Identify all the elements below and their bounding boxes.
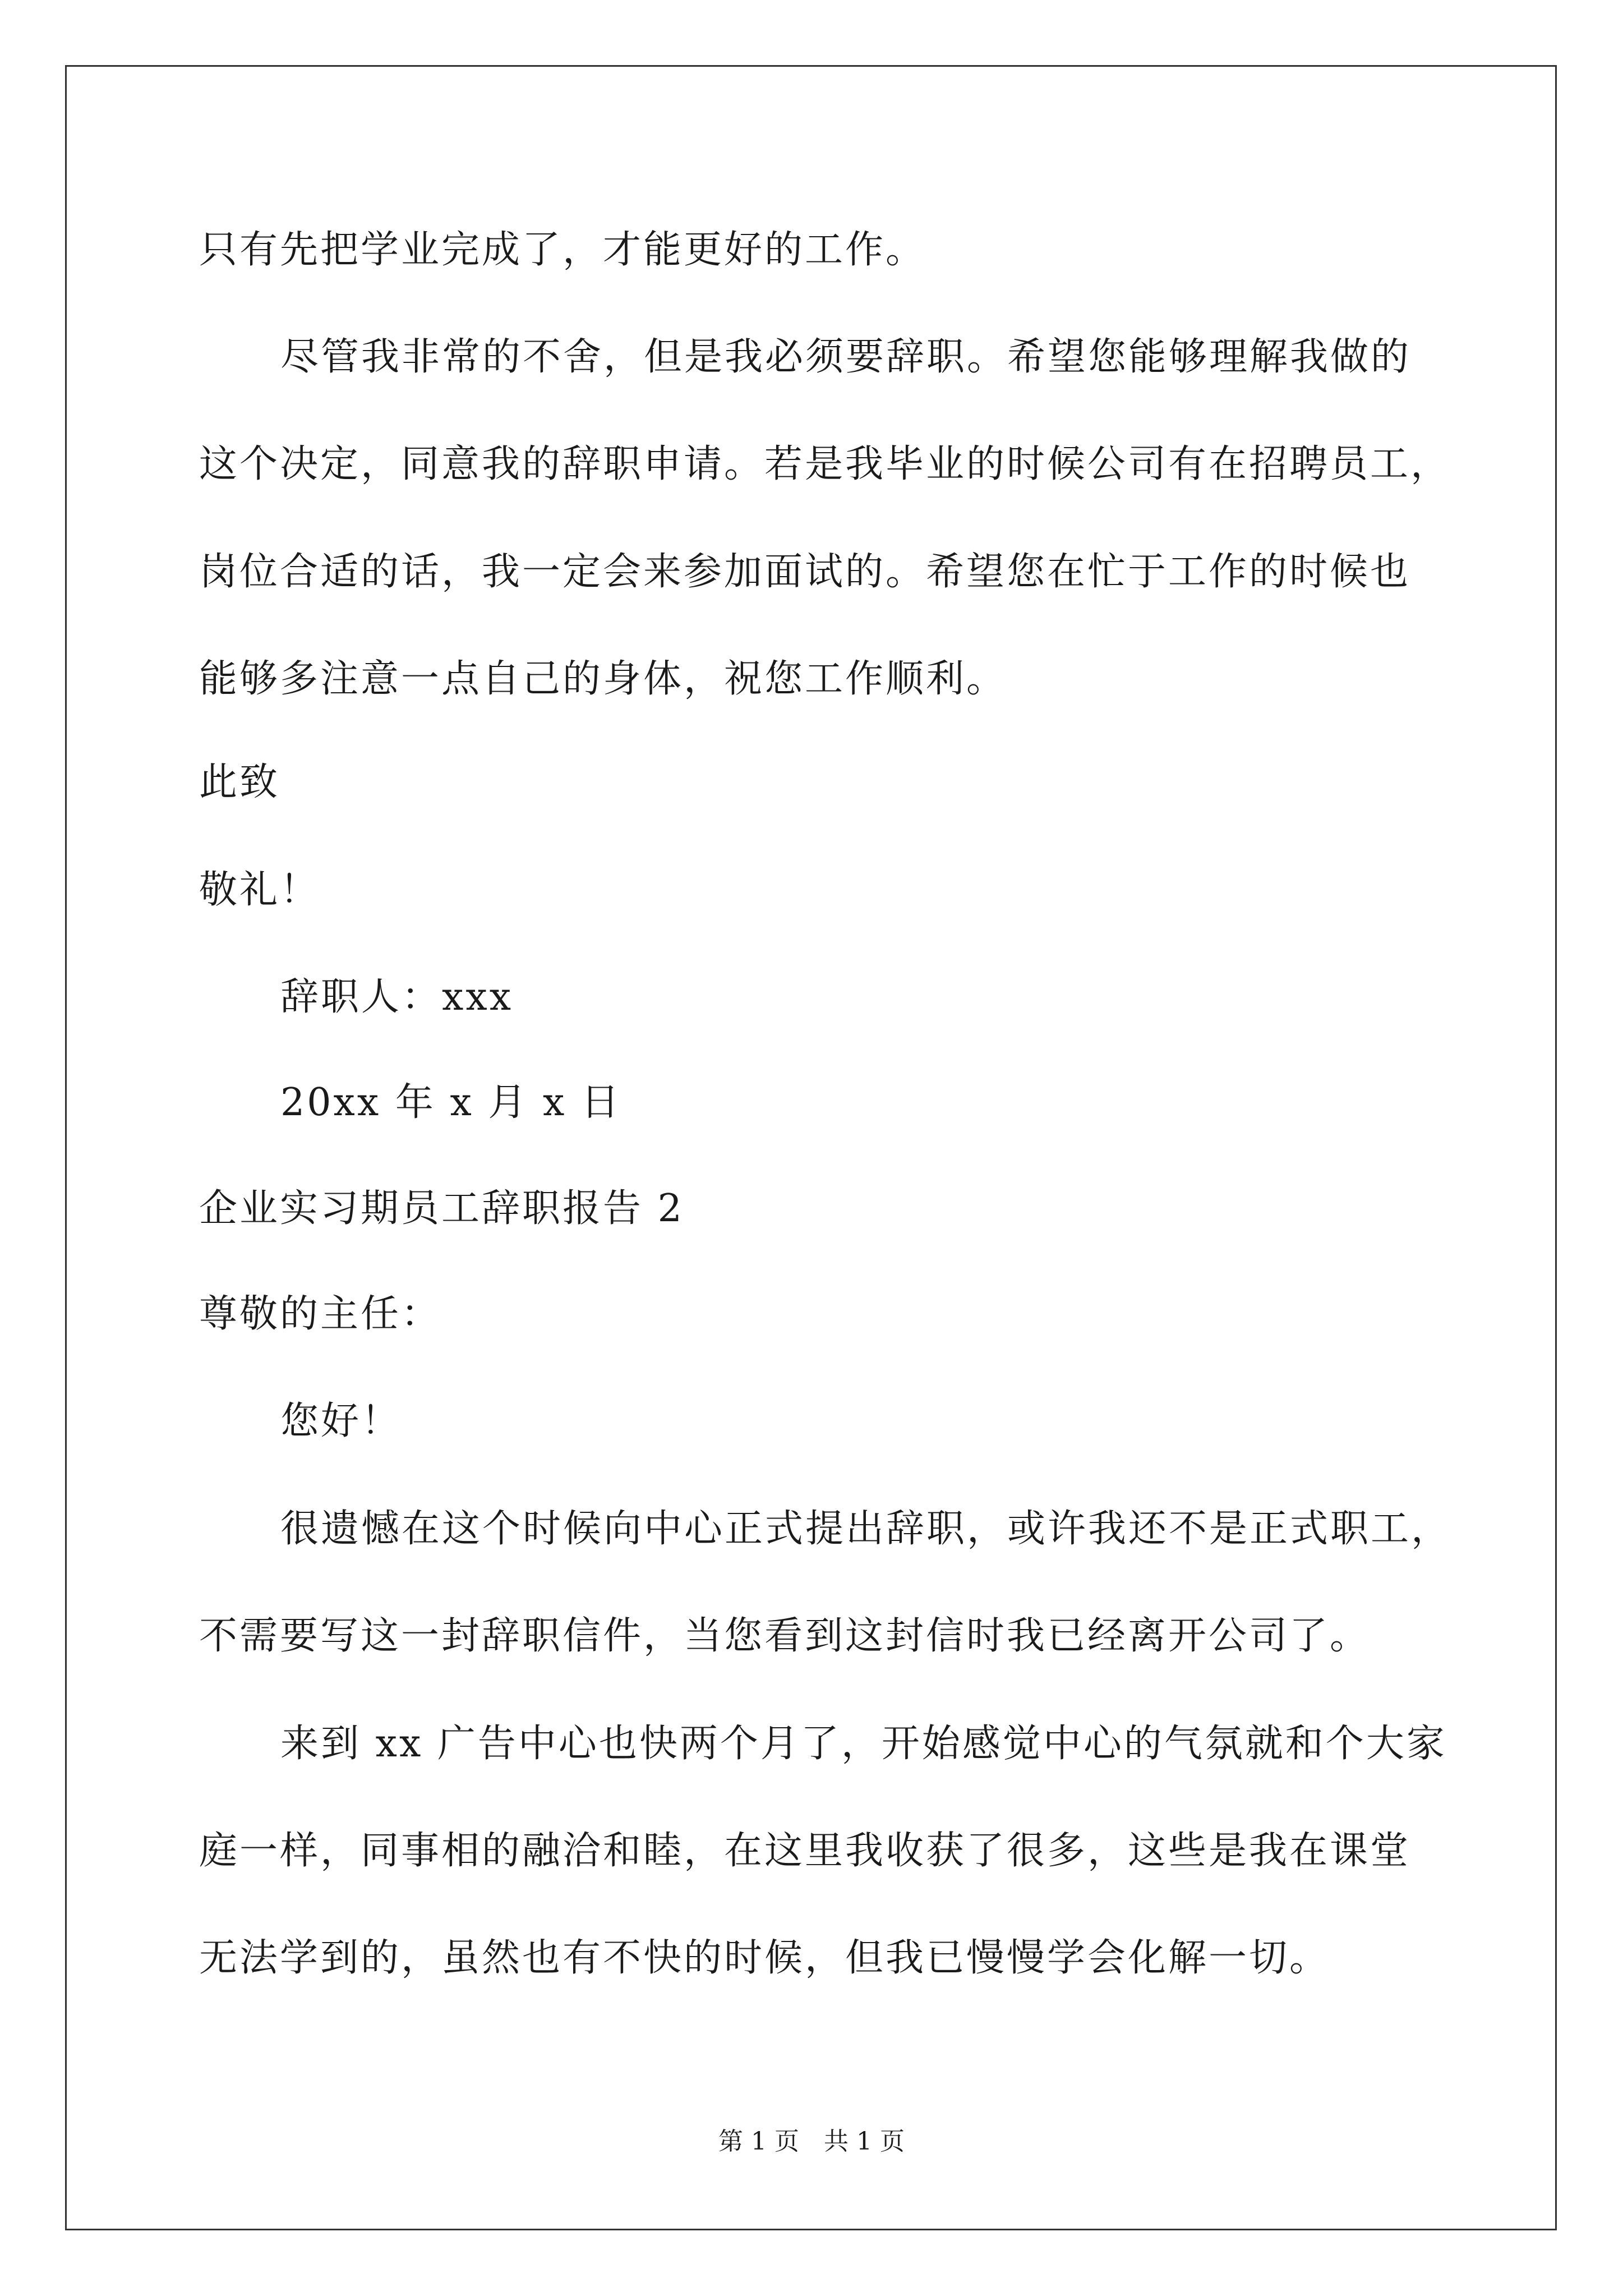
page-number-footer: 第 1 页 共 1 页 xyxy=(718,2127,905,2156)
signature-name: 辞职人：xxx xyxy=(280,975,514,1019)
letter-addressee: 尊敬的主任： xyxy=(199,1292,442,1336)
text-line-2: 尽管我非常的不舍，但是我必须要辞职。希望您能够理解我做的 xyxy=(280,335,1412,379)
text-line-14: 不需要写这一封辞职信件，当您看到这封信时我已经离开公司了。 xyxy=(199,1614,1371,1658)
text-line-16: 庭一样，同事相的融洽和睦，在这里我收获了很多，这些是我在课堂 xyxy=(199,1829,1411,1873)
page-border xyxy=(65,65,1557,2230)
signature-date: 20xx 年 x 月 x 日 xyxy=(280,1080,622,1125)
closing-salutation: 此致 xyxy=(199,760,280,804)
closing-regards: 敬礼！ xyxy=(199,868,321,912)
text-line-3: 这个决定，同意我的辞职申请。若是我毕业的时候公司有在招聘员工， xyxy=(199,442,1451,486)
text-line-13: 很遗憾在这个时候向中心正式提出辞职，或许我还不是正式职工， xyxy=(280,1507,1452,1551)
text-line-1: 只有先把学业完成了，才能更好的工作。 xyxy=(199,228,926,272)
letter-greeting: 您好！ xyxy=(280,1399,402,1443)
text-line-5: 能够多注意一点自己的身体，祝您工作顺利。 xyxy=(199,657,1007,701)
section-title: 企业实习期员工辞职报告 2 xyxy=(199,1186,684,1231)
text-line-4: 岗位合适的话，我一定会来参加面试的。希望您在忙于工作的时候也 xyxy=(199,550,1411,594)
text-line-15: 来到 xx 广告中心也快两个月了，开始感觉中心的气氛就和个大家 xyxy=(280,1722,1447,1766)
text-line-17: 无法学到的，虽然也有不快的时候，但我已慢慢学会化解一切。 xyxy=(199,1936,1330,1980)
